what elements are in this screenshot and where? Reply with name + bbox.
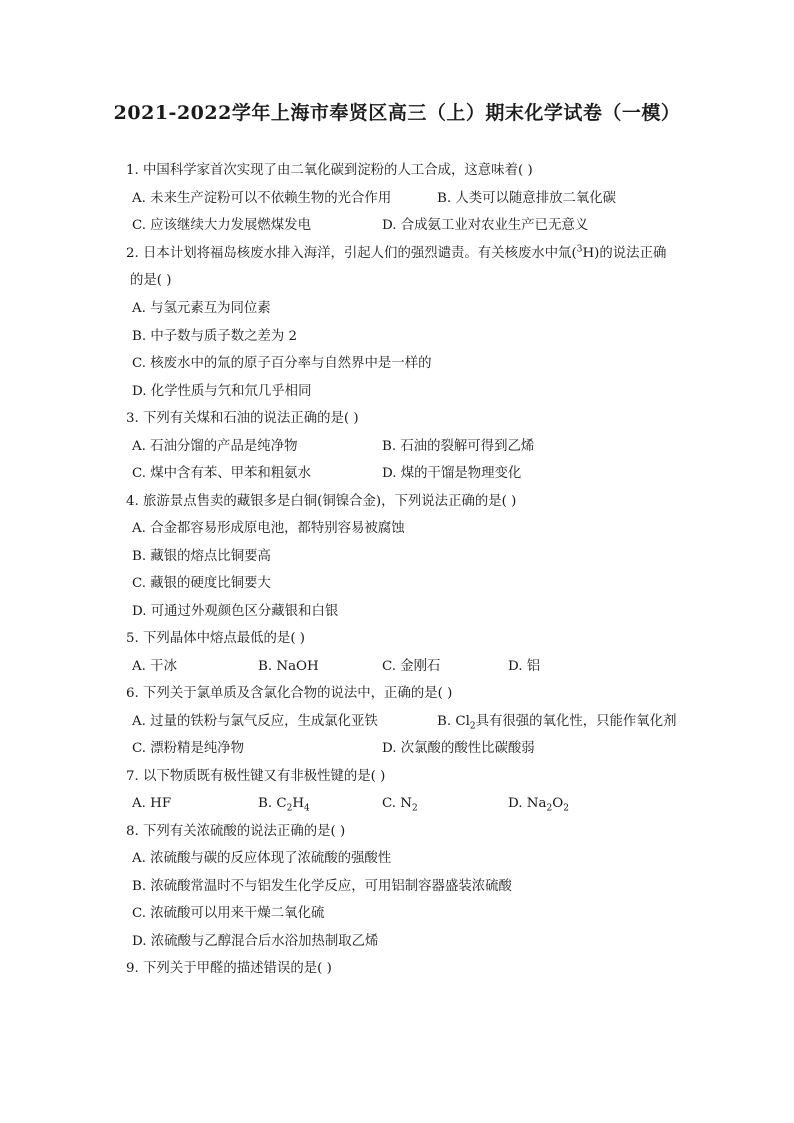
question-5-option-c: C. 金刚石 [382,659,441,674]
page-title: 2021-2022学年上海市奉贤区高三（上）期末化学试卷（一模） [113,102,681,124]
question-8-stem: 8. 下列有关浓硫酸的说法正确的是( ) [126,824,346,839]
question-7-option-b [258,795,310,813]
question-5-option-a: A. 干冰 [132,659,177,674]
question-7-option-a: A. HF [132,796,172,811]
question-2-option-a: A. 与氢元素互为同位素 [132,301,271,316]
question-6-option-a: A. 过量的铁粉与氯气反应，生成氯化亚铁 [132,714,378,729]
question-2-stem-pre: 2. 日本计划将福岛核废水排入海洋，引起人们的强烈谴责。有关核废水中氚( [126,246,577,261]
question-3-option-b: B. 石油的裂解可得到乙烯 [382,439,535,454]
question-5-stem: 5. 下列晶体中熔点最低的是( ) [126,631,306,646]
question-1-option-c: C. 应该继续大力发展燃煤发电 [132,218,311,233]
question-7-option-d-sub2: 2 [563,803,569,814]
question-5-option-b: B. NaOH [258,659,319,674]
question-2-stem [126,245,666,263]
question-4-option-c: C. 藏银的硬度比铜要大 [132,576,271,591]
question-8-option-a: A. 浓硫酸与碳的反应体现了浓硫酸的强酸性 [132,851,392,866]
question-1-option-b: B. 人类可以随意排放二氧化碳 [437,191,617,206]
question-7-option-b-sub2: 4 [304,803,310,814]
question-3-option-c: C. 煤中含有苯、甲苯和粗氨水 [132,466,311,481]
question-3-option-d: D. 煤的干馏是物理变化 [382,466,522,481]
question-7-option-d-mid: O [552,796,564,811]
question-6-option-d: D. 次氯酸的酸性比碳酸弱 [382,741,535,756]
question-4-option-b: B. 藏银的熔点比铜要高 [132,549,271,564]
question-6-option-b-subscript: 2 [469,721,476,732]
question-2-option-c: C. 核废水中的氚的原子百分率与自然界中是一样的 [132,356,432,371]
question-7-option-d-sub1: 2 [546,803,553,814]
question-8-option-b: B. 浓硫酸常温时不与铝发生化学反应，可用铝制容器盛装浓硫酸 [132,879,512,894]
question-9-stem: 9. 下列关于甲醛的描述错误的是( ) [126,961,332,976]
question-4-option-d: D. 可通过外观颜色区分藏银和白银 [132,604,339,619]
question-7-option-c-pre: C. N [382,796,412,811]
question-6-option-b [437,713,676,731]
question-7-option-b-pre: B. C [258,796,287,811]
question-3-stem: 3. 下列有关煤和石油的说法正确的是( ) [126,411,359,426]
question-2-mass-number: 3 [576,244,583,255]
question-6-option-b-post: 具有很强的氧化性，只能作氧化剂 [475,714,677,729]
question-8-option-d: D. 浓硫酸与乙醇混合后水浴加热制取乙烯 [132,934,379,949]
question-7-stem: 7. 以下物质既有极性键又有非极性键的是( ) [126,769,386,784]
question-7-option-c [382,795,418,813]
question-7-option-c-sub: 2 [412,803,418,814]
question-2-stem-post: H)的说法正确 [582,246,667,261]
question-7-option-d [508,795,569,813]
question-6-stem: 6. 下列关于氯单质及含氯化合物的说法中，正确的是( ) [126,686,453,701]
question-2-stem-continued: 的是( ) [130,273,172,288]
question-7-option-b-mid: H [292,796,305,811]
question-6-option-c: C. 漂粉精是纯净物 [132,741,245,756]
question-8-option-c: C. 浓硫酸可以用来干燥二氧化硫 [132,906,325,921]
question-2-option-d: D. 化学性质与氕和氘几乎相同 [132,384,312,399]
question-2-option-b: B. 中子数与质子数之差为 2 [132,329,298,344]
question-4-stem: 4. 旅游景点售卖的藏银多是白铜(铜镍合金)，下列说法正确的是( ) [126,494,517,509]
question-1-option-a: A. 未来生产淀粉可以不依赖生物的光合作用 [132,191,392,206]
question-3-option-a: A. 石油分馏的产品是纯净物 [132,439,298,454]
question-6-option-b-pre: B. Cl [437,714,470,729]
question-7-option-b-sub1: 2 [286,803,293,814]
question-1-option-d: D. 合成氨工业对农业生产已无意义 [382,218,589,233]
question-4-option-a: A. 合金都容易形成原电池，都特别容易被腐蚀 [132,521,405,536]
question-7-option-d-pre: D. Na [508,796,547,811]
question-1-stem: 1. 中国科学家首次实现了由二氧化碳到淀粉的人工合成，这意味着( ) [126,163,533,178]
question-5-option-d: D. 铝 [508,659,541,674]
